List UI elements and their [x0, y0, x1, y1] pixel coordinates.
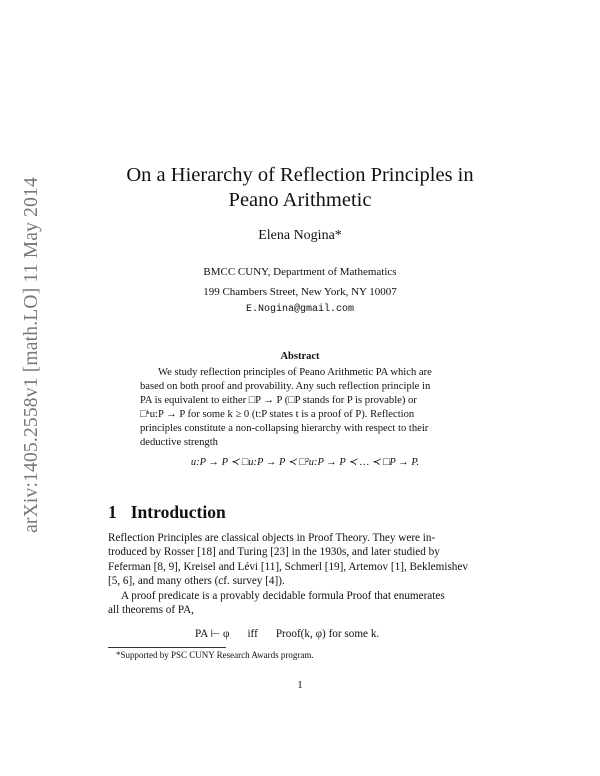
abstract-line: PA is equivalent to either □P → P (□P stands for P is provable) or — [140, 395, 417, 406]
body-line: Reflection Principles are classical objects in Proof Theory. They were in- — [108, 532, 436, 544]
affiliation-address: 199 Chambers Street, New York, NY 10007 — [203, 286, 397, 298]
abstract-line: deductive strength — [140, 437, 218, 448]
formula-left: PA ⊢ φ — [195, 628, 230, 640]
abstract-line: principles constitute a non-collapsing hierarchy with respect to their — [140, 423, 429, 434]
footnote: *Supported by PSC CUNY Research Awards program. — [116, 650, 314, 660]
proof-predicate-formula — [195, 627, 379, 640]
author-name: Elena Nogina* — [258, 228, 342, 243]
formula-right: Proof(k, φ) for some k. — [275, 628, 380, 640]
paper-title — [100, 163, 500, 213]
body-line: [5, 6], and many others (cf. survey [4]). — [108, 575, 285, 587]
section-title: Introduction — [130, 502, 226, 522]
title-line-1: On a Hierarchy of Reflection Principles in — [126, 164, 474, 186]
arxiv-stamp-text: arXiv:1405.2558v1 [math.LO] 11 May 2014 — [21, 177, 43, 533]
affiliation-email: E.Nogina@gmail.com — [245, 304, 355, 315]
abstract-line: □ᵏu:P → P for some k ≥ 0 (t:P states t is a proof of P). Reflection — [140, 409, 415, 420]
abstract-heading: Abstract — [280, 351, 320, 362]
section-number: 1 — [108, 502, 117, 522]
abstract-line: based on both proof and provability. Any such reflection principle in — [140, 381, 431, 392]
formula-iff: iff — [247, 628, 258, 640]
title-line-2: Peano Arithmetic — [228, 189, 372, 211]
footnote-rule — [108, 647, 226, 648]
page-number: 1 — [297, 679, 303, 691]
body-line: A proof predicate is a provably decidable formula Proof that enumerates — [121, 590, 445, 602]
arxiv-stamp — [8, 175, 56, 535]
reflection-hierarchy-formula: u:P → P ≺ □u:P → P ≺ □²u:P → P ≺ … ≺ □P → P. — [190, 457, 420, 468]
body-line: troduced by Rosser [18] and Turing [23] in the 1930s, and later studied by — [108, 546, 440, 558]
body-line: all theorems of PA, — [108, 604, 194, 616]
affiliation-institution: BMCC CUNY, Department of Mathematics — [203, 266, 397, 278]
body-line: Feferman [8, 9], Kreisel and Lévi [11], Schmerl [19], Artemov [1], Beklemishev — [108, 561, 468, 573]
abstract-line: We study reflection principles of Peano Arithmetic PA which are — [158, 367, 432, 378]
section-heading — [108, 502, 226, 523]
